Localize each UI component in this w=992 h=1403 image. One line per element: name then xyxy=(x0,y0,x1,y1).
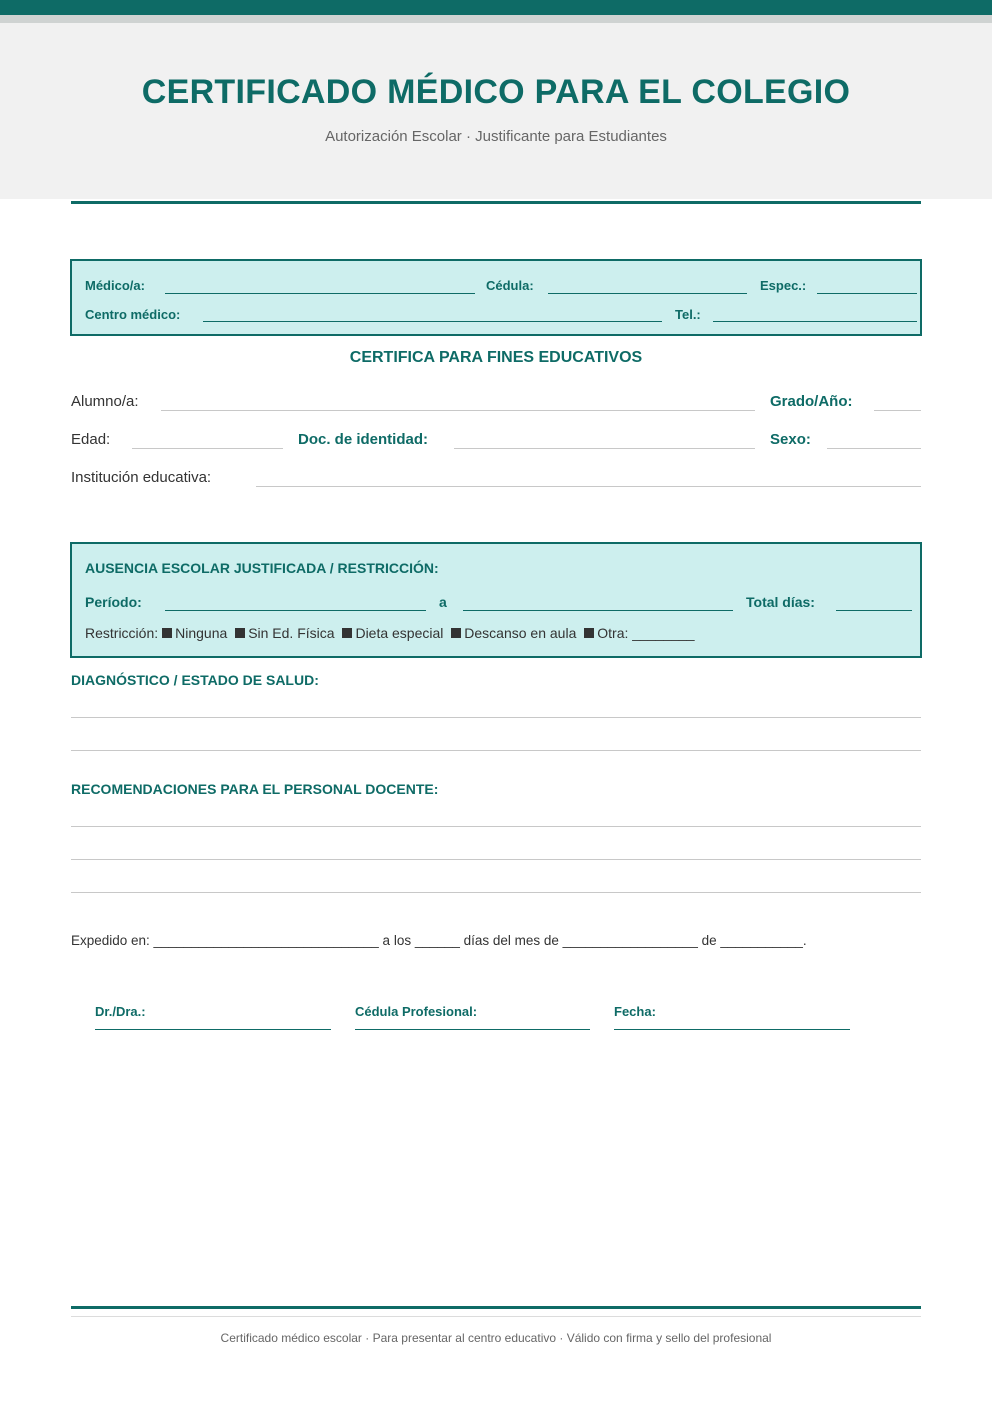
cedula-label: Cédula: xyxy=(486,278,534,293)
top-accent-bar xyxy=(0,0,992,15)
absence-box xyxy=(70,542,922,658)
option-descanso-en-aula: Descanso en aula xyxy=(464,625,577,641)
footer-divider xyxy=(71,1306,921,1309)
signature-fecha-label: Fecha: xyxy=(614,1004,656,1019)
periodo-from-field[interactable] xyxy=(165,610,426,611)
centro-medico-field[interactable] xyxy=(203,321,662,322)
header-banner xyxy=(0,23,992,199)
option-otra: Otra: xyxy=(597,625,629,641)
tel-field[interactable] xyxy=(713,321,917,322)
checkbox-otra[interactable] xyxy=(584,628,594,638)
option-sin-ed-fisica: Sin Ed. Física xyxy=(248,625,335,641)
recomendaciones-line-1[interactable] xyxy=(71,826,921,827)
otra-blank[interactable]: ________ xyxy=(632,625,695,641)
centro-medico-label: Centro médico: xyxy=(85,307,181,322)
recomendaciones-heading: RECOMENDACIONES PARA EL PERSONAL DOCENTE: xyxy=(71,781,439,797)
absence-title: AUSENCIA ESCOLAR JUSTIFICADA / RESTRICCIÓN: xyxy=(85,560,439,576)
edad-label: Edad: xyxy=(71,431,111,448)
header-divider xyxy=(71,201,921,204)
top-accent-stripe xyxy=(0,15,992,23)
medico-field[interactable] xyxy=(165,293,475,294)
grado-field[interactable] xyxy=(874,410,921,411)
total-dias-label: Total días: xyxy=(746,594,815,610)
page-title: CERTIFICADO MÉDICO PARA EL COLEGIO xyxy=(141,73,851,111)
footer-divider-thin xyxy=(71,1316,921,1317)
grado-label: Grado/Año: xyxy=(770,393,853,410)
doc-identidad-label: Doc. de identidad: xyxy=(298,431,429,448)
tel-label: Tel.: xyxy=(675,307,701,322)
restriccion-options xyxy=(85,625,695,641)
institucion-label: Institución educativa: xyxy=(71,469,212,486)
alumno-label: Alumno/a: xyxy=(71,393,139,410)
option-ninguna: Ninguna xyxy=(175,625,228,641)
signature-cedula-line[interactable] xyxy=(355,1029,590,1030)
total-dias-field[interactable] xyxy=(836,610,912,611)
option-dieta-especial: Dieta especial xyxy=(355,625,444,641)
signature-cedula-label: Cédula Profesional: xyxy=(355,1004,478,1019)
edad-field[interactable] xyxy=(132,448,283,449)
checkbox-sin-ed-fisica[interactable] xyxy=(235,628,245,638)
sexo-field[interactable] xyxy=(827,448,921,449)
signature-doctor-line[interactable] xyxy=(95,1029,331,1030)
medico-label: Médico/a: xyxy=(85,278,145,293)
signature-doctor-label: Dr./Dra.: xyxy=(95,1004,146,1019)
doc-identidad-field[interactable] xyxy=(454,448,755,449)
diagnostico-line-1[interactable] xyxy=(71,717,921,718)
checkbox-descanso-en-aula[interactable] xyxy=(451,628,461,638)
alumno-field[interactable] xyxy=(161,410,755,411)
signature-fecha-line[interactable] xyxy=(614,1029,850,1030)
periodo-a-label: a xyxy=(439,594,447,610)
doctor-info-box xyxy=(70,259,922,336)
recomendaciones-line-3[interactable] xyxy=(71,892,921,893)
checkbox-ninguna[interactable] xyxy=(162,628,172,638)
sexo-label: Sexo: xyxy=(770,431,811,448)
cedula-field[interactable] xyxy=(548,293,747,294)
espec-field[interactable] xyxy=(817,293,917,294)
restriccion-label: Restricción: xyxy=(85,625,159,641)
periodo-to-field[interactable] xyxy=(463,610,733,611)
checkbox-dieta-especial[interactable] xyxy=(342,628,352,638)
espec-label: Espec.: xyxy=(760,278,807,293)
institucion-field[interactable] xyxy=(256,486,921,487)
issued-line[interactable]: Expedido en: ______________________________ a los ______ días del mes de __________________ de ___________. xyxy=(71,933,807,948)
certifica-heading: CERTIFICA PARA FINES EDUCATIVOS xyxy=(349,349,643,366)
recomendaciones-line-2[interactable] xyxy=(71,859,921,860)
footer-note: Certificado médico escolar · Para presentar al centro educativo · Válido con firma y sello del profesional xyxy=(220,1331,772,1345)
diagnostico-line-2[interactable] xyxy=(71,750,921,751)
page-subtitle: Autorización Escolar · Justificante para Estudiantes xyxy=(325,128,667,145)
diagnostico-heading: DIAGNÓSTICO / ESTADO DE SALUD: xyxy=(71,672,319,688)
periodo-label: Período: xyxy=(85,594,142,610)
